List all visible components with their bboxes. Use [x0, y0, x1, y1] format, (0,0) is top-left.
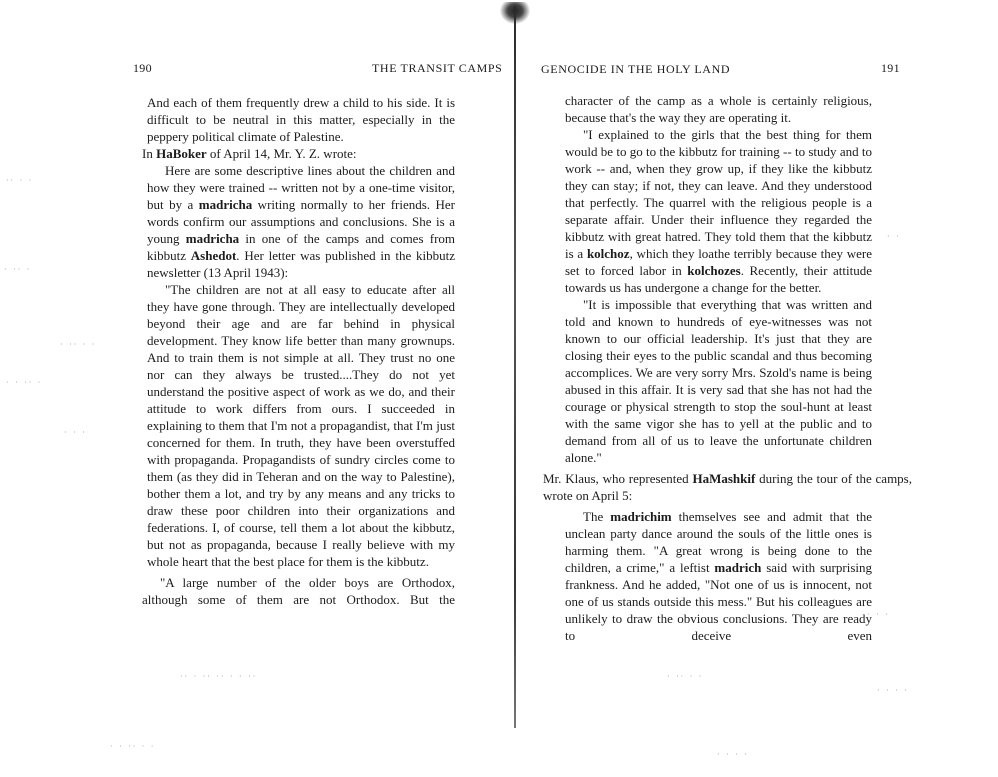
bold-term: kolchozes — [687, 263, 741, 278]
bold-term: HaMashkif — [692, 471, 756, 486]
text-run: "The children are not at all easy to educate after all they have gone through. They are intellectually developed beyond their age and are far behind in physical development. They know life better than many grownups. And to train them is not simple at all. They trust no one nor can they always be trusted....They do not yet understand the positive aspect of work as we do, and their attitude to work differs from ours. I succeeded in explaining to them that I'm not a propagandist, that I'm just concerned for them. In truth, they have been overstuffed with propaganda. Propagandists of sundry circles come to them (as they did in Teheran and on the way to Palestine), bother them a lot, and try by any means and any tricks to draw these poor children into their organizations and federations. I, of course, tell them a lot about the kibbutz, but not as propaganda, because I really believe with my whole heart that the best place for them is the kibbutz. — [147, 282, 455, 569]
bold-term: HaBoker — [156, 146, 207, 161]
text-run: . Her letter was published in the kibbutz newsletter (13 April 1943): — [147, 248, 455, 280]
text-run: during the tour of the camps, wrote on April 5: — [543, 471, 912, 503]
scan-speckle: ·· · ·· ·· · · ·· — [180, 672, 258, 681]
scan-speckle: · · · — [64, 428, 87, 437]
right-page-paragraph — [565, 126, 872, 296]
bold-term: madrichim — [610, 509, 672, 524]
text-run: themselves see and admit that the unclean party dance around the souls of the little ones is harming them. "A great wrong is being done to the children, a crime," a leftist — [565, 509, 872, 575]
text-run: , which they loathe terribly because they were set to forced labor in — [565, 246, 872, 278]
right-page-body — [543, 92, 912, 644]
left-page-paragraph — [142, 574, 455, 608]
right-page — [517, 0, 998, 777]
text-run: in one of the camps and comes from kibbutz — [147, 231, 456, 263]
right-page-paragraph — [565, 92, 872, 126]
left-running-head: THE TRANSIT CAMPS — [372, 61, 503, 75]
bold-term: kolchoz — [586, 246, 630, 261]
right-page-number: 191 — [881, 61, 900, 75]
scan-speckle: · · — [887, 232, 901, 241]
text-run: Here are some descriptive lines about the children and how they were trained -- written not by a one-time visitor, but by a — [147, 163, 455, 212]
left-page-paragraph — [147, 162, 455, 281]
text-run: . Recently, their attitude towards us has undergone a change for the better. — [565, 263, 873, 295]
text-run: writing normally to her friends. Her words confirm our assumptions and conclusions. She is a young — [147, 197, 455, 246]
left-page-paragraph — [142, 145, 455, 162]
scan-speckle: · · · — [867, 610, 890, 619]
scan-speckle: · ·· · — [4, 265, 32, 274]
text-run: And each of them frequently drew a child to his side. It is difficult to be neutral in this matter, especially in the peppery political climate of Palestine. — [147, 95, 455, 144]
scan-speckle: · · ·· · — [6, 378, 43, 387]
text-run: Mr. Klaus, who represented — [543, 471, 693, 486]
text-run: The — [583, 509, 611, 524]
left-page-body — [142, 94, 456, 608]
scan-speckle: ·· · · — [6, 176, 34, 185]
right-running-head: GENOCIDE IN THE HOLY LAND — [541, 62, 731, 76]
text-run: of April 14, Mr. Y. Z. wrote: — [206, 146, 357, 161]
text-run: "It is impossible that everything that was written and told and known to hundreds of eye-witnesses was not known to our official leadership. It's just that they are closing their eyes to the public scandal and thus becoming accomplices. We are very sorry Mrs. Szold's name is being abused in this affair. It is very sad that she has not had the courage or physical strength to stop the soul-hunt at least with the same vigor she has to yell at the public and to demand from all of us to leave the unfortunate children alone." — [565, 297, 872, 465]
book-gutter — [514, 6, 516, 728]
scan-speckle: · ·· · · — [60, 340, 97, 349]
text-run: In — [142, 146, 157, 161]
bold-term: madricha — [185, 231, 240, 246]
text-run: character of the camp as a whole is certainly religious, because that's the way they are operating it. — [565, 93, 872, 125]
left-page-paragraph — [147, 94, 455, 145]
text-run: "I explained to the girls that the best thing for them would be to go to the kibbutz for training -- to study and to work -- and, when they grow up, if they like the kibbutz they can stay; if not, they can leave. And they understood that perfectly. The quarrel with the religious people is a separate affair. Under their influence they regarded the kibbutz with great hatred. They told them that the kibbutz is a — [565, 127, 872, 261]
scan-speckle: · ·· · · — [667, 672, 704, 681]
scan-speckle: · · · · — [717, 750, 749, 759]
scan-speckle: · · ·· · · — [110, 742, 156, 751]
left-page-number: 190 — [133, 61, 152, 75]
bold-term: Ashedot — [190, 248, 237, 263]
text-run: "A large number of the older boys are Orthodox, although some of them are not Orthodox. But the — [142, 575, 455, 607]
scan-speckle: · · · · — [877, 686, 909, 695]
bold-term: madricha — [198, 197, 253, 212]
right-page-paragraph — [565, 296, 872, 466]
left-page-paragraph — [147, 281, 455, 570]
text-run: said with surprising frankness. And he added, "Not one of us is innocent, not one of us stands outside this mess." But his colleagues are unlikely to draw the obvious conclusions. They are ready to deceive even — [565, 560, 872, 643]
right-page-paragraph — [565, 508, 872, 644]
bold-term: madrich — [714, 560, 762, 575]
right-page-paragraph — [543, 470, 912, 504]
